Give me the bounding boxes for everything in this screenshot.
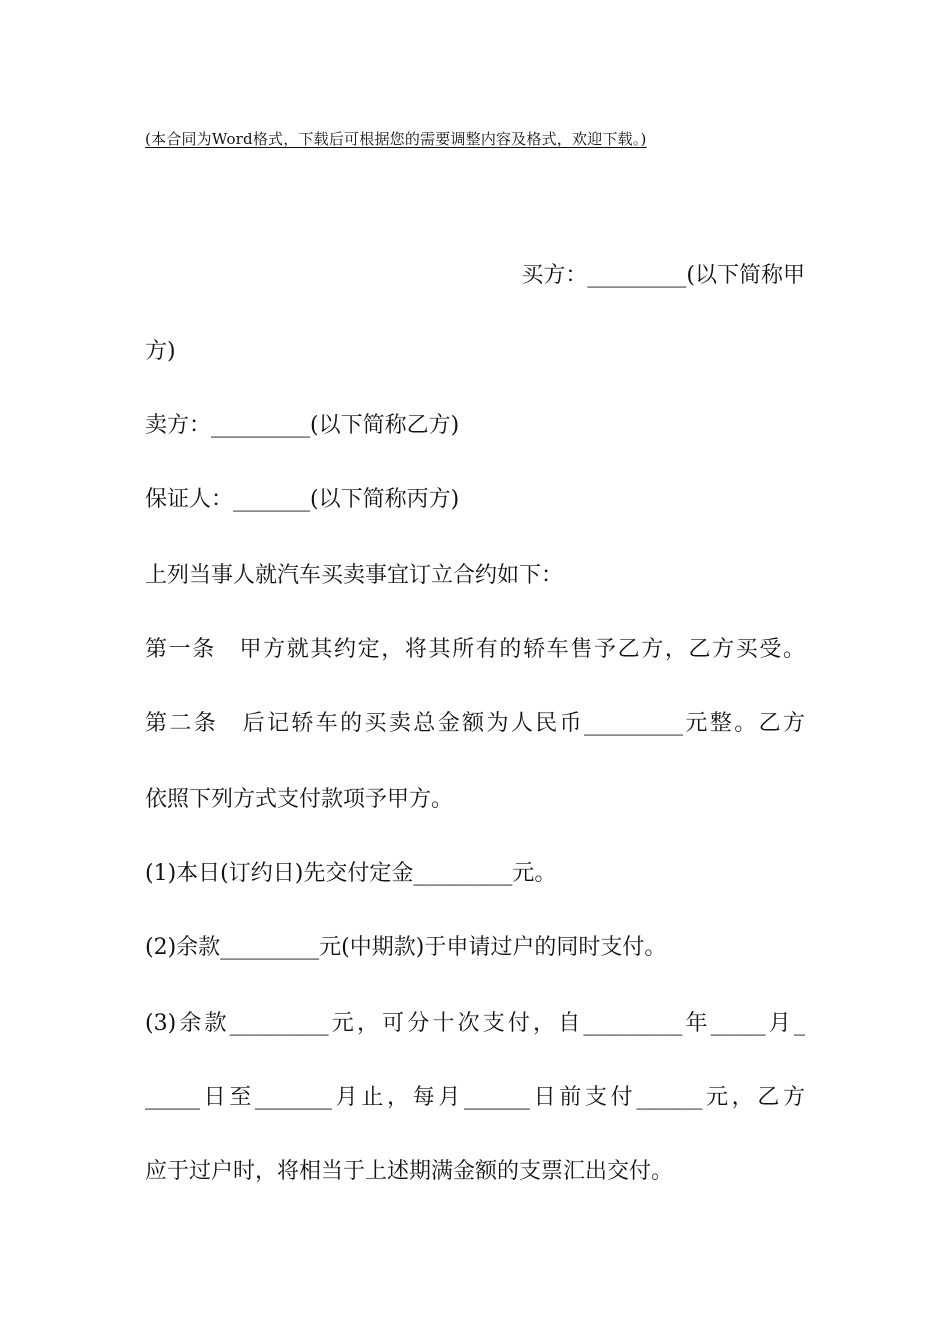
payment-item-3-continued: _____日至_______月止，每月______日前支付______元，乙方: [145, 1085, 805, 1110]
agreement-intro: 上列当事人就汽车买卖事宜订立合约如下：: [145, 563, 564, 588]
buyer-line-continued: 方): [145, 339, 176, 364]
article-one: 第一条 甲方就其约定，将其所有的轿车售予乙方，乙方买受。: [145, 637, 805, 662]
payment-item-3-final: 应于过户时，将相当于上述期满金额的支票汇出交付。: [145, 1159, 674, 1184]
seller-line: 卖方：_________(以下简称乙方): [145, 413, 460, 438]
format-notice: (本合同为Word格式，下载后可根据您的需要调整内容及格式，欢迎下载。): [145, 130, 647, 148]
payment-item-2: (2)余款_________元(中期款)于申请过户的同时支付。: [145, 935, 667, 960]
article-two-continued: 依照下列方式支付款项予甲方。: [145, 787, 454, 812]
article-two: 第二条 后记轿车的买卖总金额为人民币_________元整。乙方: [145, 711, 805, 736]
payment-item-1: (1)本日(订约日)先交付定金_________元。: [145, 861, 557, 886]
payment-item-3: (3)余款_________元，可分十次支付，自_________年_____月_: [145, 1011, 805, 1036]
buyer-line: 买方：_________(以下简称甲: [521, 263, 805, 288]
guarantor-line: 保证人：_______(以下简称丙方): [145, 487, 460, 512]
